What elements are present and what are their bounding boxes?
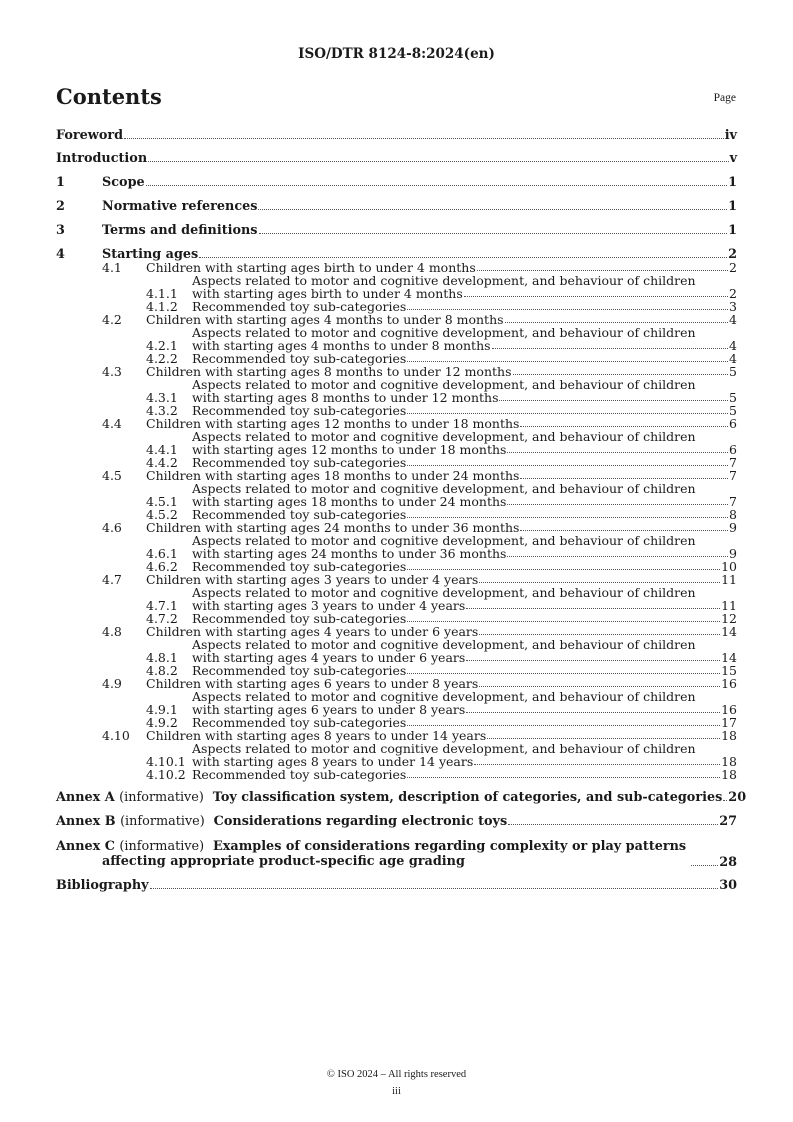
- toc-entry-title: Recommended toy sub-categories: [192, 611, 407, 626]
- annex-type: (informative): [120, 814, 205, 829]
- toc-entry-introduction[interactable]: [56, 152, 737, 165]
- toc-entry-title: Children with starting ages 6 years to under 8 years: [146, 676, 479, 691]
- toc-entry-number: 4.10.2: [146, 767, 186, 782]
- toc-entry-page: 20: [728, 790, 747, 805]
- toc-entry-title: Children with starting ages 24 months to under 36 months: [146, 520, 520, 535]
- toc-entry-page: 16: [721, 676, 737, 691]
- toc-entry-title: Toy classification system, description of categories, and sub-categories: [212, 790, 723, 805]
- document-header: ISO/DTR 8124-8:2024(en): [298, 46, 495, 62]
- toc-entry-number: 4.5.2: [146, 507, 178, 522]
- toc-entry-annex-a[interactable]: [56, 790, 747, 805]
- toc-entry-page: 5: [729, 403, 737, 418]
- toc-entry-title-line1: Aspects related to motor and cognitive development, and behaviour of children: [192, 481, 696, 496]
- dot-leader: [407, 569, 720, 570]
- toc-entry-title: Recommended toy sub-categories: [192, 351, 407, 366]
- toc-entry-page: 7: [729, 455, 737, 470]
- toc-entry-title: Children with starting ages 4 years to under 6 years: [146, 624, 479, 639]
- toc-entry-page: 8: [729, 507, 737, 522]
- toc-entry-page: 3: [729, 299, 737, 314]
- toc-entry-title: Considerations regarding electronic toys: [213, 814, 508, 829]
- toc-entry-page: 10: [721, 559, 737, 574]
- toc-entry-page: 18: [721, 767, 737, 782]
- toc-entry-page: 7: [729, 468, 737, 483]
- dot-leader: [479, 686, 720, 687]
- toc-entry-number: 3: [56, 223, 65, 238]
- dot-leader: [146, 185, 727, 186]
- toc-entry-aspects[interactable]: [56, 638, 737, 664]
- toc-entry-title-line2: with starting ages 6 years to under 8 years: [192, 702, 466, 717]
- toc-entry-number: 4.5.1: [146, 494, 178, 509]
- toc-entry-page: v: [729, 151, 737, 166]
- toc-entry-title: [192, 378, 737, 404]
- toc-entry-title: Recommended toy sub-categories: [192, 299, 407, 314]
- dot-leader: [407, 777, 720, 778]
- annex-label: Annex B: [56, 814, 116, 829]
- toc-entry-page: iv: [724, 128, 737, 143]
- toc-entry-number: 4.1.1: [146, 286, 178, 301]
- toc-entry-title: [192, 690, 737, 716]
- toc-entry-aspects[interactable]: [56, 534, 737, 560]
- dot-leader: [407, 465, 728, 466]
- toc-entry-title: Recommended toy sub-categories: [192, 715, 407, 730]
- dot-leader: [466, 660, 720, 661]
- toc-entry-title: Foreword: [56, 128, 124, 143]
- toc-entry-number: 4.10.1: [146, 754, 186, 769]
- dot-leader: [508, 824, 718, 825]
- toc-entry-aspects[interactable]: [56, 482, 737, 508]
- dot-leader: [477, 270, 728, 271]
- toc-entry-title: Terms and definitions: [102, 223, 258, 238]
- toc-entry-number: 2: [56, 199, 65, 214]
- toc-entry-annex-c[interactable]: [56, 839, 737, 869]
- toc-entry-title-line2: with starting ages 18 months to under 24 months: [192, 494, 507, 509]
- dot-leader: [487, 738, 720, 739]
- toc-entry-page: 27: [719, 814, 737, 829]
- dot-leader: [199, 257, 727, 258]
- toc-entry-number: 4.2.2: [146, 351, 178, 366]
- toc-entry-title-line2: with starting ages 4 years to under 6 years: [192, 650, 466, 665]
- toc-entry-number: 4.8: [102, 624, 122, 639]
- toc-entry-number: 4.8.1: [146, 650, 178, 665]
- toc-entry-page: 30: [719, 878, 737, 893]
- toc-entry-title: [192, 534, 737, 560]
- toc-entry-title-line1: Aspects related to motor and cognitive development, and behaviour of children: [192, 533, 696, 548]
- dot-leader: [466, 608, 720, 609]
- dot-leader: [505, 322, 729, 323]
- toc-entry-annex-b[interactable]: [56, 815, 737, 828]
- toc-entry-aspects[interactable]: [56, 690, 737, 716]
- toc-entry-title: Recommended toy sub-categories: [192, 507, 407, 522]
- toc-entry-title: Recommended toy sub-categories: [192, 767, 407, 782]
- dot-leader: [407, 673, 720, 674]
- toc-entry-title: Scope: [102, 175, 145, 190]
- dot-leader: [520, 530, 728, 531]
- toc-entry-title-line1: Aspects related to motor and cognitive development, and behaviour of children: [192, 377, 696, 392]
- dot-leader: [407, 413, 728, 414]
- toc-entry-number: 4.3.2: [146, 403, 178, 418]
- toc-entry-page: 11: [721, 572, 737, 587]
- toc-entry-title: Children with starting ages 3 years to under 4 years: [146, 572, 479, 587]
- toc-entry-number: 4.9: [102, 676, 122, 691]
- dot-leader: [258, 209, 727, 210]
- toc-entry-title: Starting ages: [102, 247, 199, 262]
- copyright-notice: © ISO 2024 – All rights reserved: [326, 1069, 467, 1080]
- toc-entry-number: 4.5: [102, 468, 122, 483]
- toc-entry-title: [192, 742, 737, 768]
- toc-entry-number: 4: [56, 247, 65, 262]
- page-number: iii: [392, 1086, 401, 1097]
- toc-entry-title: [192, 274, 737, 300]
- toc-entry-page: 17: [721, 715, 737, 730]
- toc-entry-number: 4.1.2: [146, 299, 178, 314]
- toc-entry-number: 4.6: [102, 520, 122, 535]
- toc-entry-page: 2: [729, 286, 737, 301]
- toc-entry-title-line2: with starting ages 3 years to under 4 years: [192, 598, 466, 613]
- dot-leader: [259, 233, 728, 234]
- toc-entry-aspects[interactable]: [56, 430, 737, 456]
- dot-leader: [691, 865, 718, 866]
- toc-entry-number: 4.9.1: [146, 702, 178, 717]
- toc-entry-title: Introduction: [56, 151, 148, 166]
- toc-entry-number: 4.2: [102, 312, 122, 327]
- toc-entry-number: 4.3: [102, 364, 122, 379]
- toc-entry-title-line1: Aspects related to motor and cognitive development, and behaviour of children: [192, 429, 696, 444]
- toc-entry-title-line2: with starting ages 4 months to under 8 months: [192, 338, 491, 353]
- annex-type: (informative): [119, 790, 204, 805]
- dot-leader: [466, 712, 720, 713]
- toc-entry-page: 1: [728, 199, 737, 214]
- toc-entry-number: 4.6.2: [146, 559, 178, 574]
- dot-leader: [474, 764, 720, 765]
- toc-entry-aspects[interactable]: [56, 586, 737, 612]
- dot-leader: [507, 556, 728, 557]
- annex-type: (informative): [119, 839, 205, 854]
- toc-entry-number: 4.4.1: [146, 442, 178, 457]
- toc-entry-aspects[interactable]: [56, 742, 737, 768]
- annex-label: Annex A: [56, 790, 115, 805]
- page-title: Contents: [56, 84, 162, 109]
- toc-entry-page: 9: [729, 520, 737, 535]
- dot-leader: [124, 138, 724, 139]
- toc-entry-number: 4.4: [102, 416, 122, 431]
- toc-entry-clause[interactable]: [56, 176, 737, 189]
- toc-entry-clause[interactable]: [56, 224, 737, 237]
- toc-entry-number: 4.3.1: [146, 390, 178, 405]
- dot-leader: [150, 888, 719, 889]
- toc-entry-page: 28: [719, 855, 737, 870]
- toc-entry-aspects[interactable]: [56, 274, 737, 300]
- toc-entry-title-continued: affecting appropriate product-specific age grading: [102, 854, 465, 869]
- toc-entry-title-line1: Aspects related to motor and cognitive development, and behaviour of children: [192, 689, 696, 704]
- toc-entry-number: 4.4.2: [146, 455, 178, 470]
- dot-leader: [407, 517, 728, 518]
- toc-entry-title: [192, 482, 737, 508]
- toc-entry-page: 6: [729, 442, 737, 457]
- page-footer: [0, 1066, 793, 1100]
- dot-leader: [479, 582, 720, 583]
- table-of-contents: [56, 128, 747, 893]
- dot-leader: [407, 361, 728, 362]
- toc-entry-page: 14: [721, 624, 737, 639]
- toc-entry-title: Examples of considerations regarding complexity or play patterns: [213, 839, 687, 854]
- toc-entry-title: Children with starting ages 4 months to under 8 months: [146, 312, 504, 327]
- toc-entry-title-line2: with starting ages 12 months to under 18 months: [192, 442, 507, 457]
- toc-entry-title: [192, 586, 737, 612]
- toc-entry-title: [192, 430, 737, 456]
- toc-entry-page: 1: [728, 223, 737, 238]
- toc-entry-bibliography[interactable]: [56, 879, 737, 892]
- toc-entry-number: 4.7.1: [146, 598, 178, 613]
- annex-label: Annex C: [56, 839, 115, 854]
- toc-entry-page: 15: [721, 663, 737, 678]
- dot-leader: [479, 634, 720, 635]
- toc-entry-page: 4: [729, 338, 737, 353]
- toc-entry-title-line1: Aspects related to motor and cognitive development, and behaviour of children: [192, 325, 696, 340]
- toc-entry-title: Children with starting ages 12 months to under 18 months: [146, 416, 520, 431]
- toc-entry-recommended[interactable]: [56, 768, 737, 781]
- toc-entry-title-line2: with starting ages 8 years to under 14 years: [192, 754, 474, 769]
- toc-entry-title: Children with starting ages 8 years to under 14 years: [146, 728, 487, 743]
- dot-leader: [507, 504, 728, 505]
- dot-leader: [723, 800, 727, 801]
- toc-entry-title: Recommended toy sub-categories: [192, 663, 407, 678]
- toc-entry-title-line1: Aspects related to motor and cognitive development, and behaviour of children: [192, 637, 696, 652]
- toc-entry-title-line2: with starting ages 8 months to under 12 months: [192, 390, 499, 405]
- toc-entry-page: 18: [721, 728, 737, 743]
- toc-entry-title: [192, 638, 737, 664]
- toc-entry-title-line2: with starting ages 24 months to under 36 months: [192, 546, 507, 561]
- toc-entry-page: 14: [721, 650, 737, 665]
- dot-leader: [407, 725, 720, 726]
- dot-leader: [520, 426, 728, 427]
- toc-entry-page: 1: [728, 175, 737, 190]
- dot-leader: [513, 374, 729, 375]
- toc-entry-page: 6: [729, 416, 737, 431]
- dot-leader: [148, 161, 728, 162]
- toc-entry-number: 4.6.1: [146, 546, 178, 561]
- toc-entry-number: 4.1: [102, 260, 122, 275]
- toc-entry-page: 2: [729, 260, 737, 275]
- toc-entry-page: 11: [721, 598, 737, 613]
- page-column-label: Page: [713, 92, 736, 104]
- dot-leader: [492, 348, 729, 349]
- toc-entry-title: Children with starting ages 18 months to under 24 months: [146, 468, 520, 483]
- toc-entry-aspects[interactable]: [56, 378, 737, 404]
- toc-entry-title-line1: Aspects related to motor and cognitive development, and behaviour of children: [192, 585, 696, 600]
- toc-entry-title-line1: Aspects related to motor and cognitive development, and behaviour of children: [192, 273, 696, 288]
- toc-entry-title: Recommended toy sub-categories: [192, 403, 407, 418]
- toc-entry-number: 4.9.2: [146, 715, 178, 730]
- toc-entry-page: 5: [729, 390, 737, 405]
- toc-entry-aspects[interactable]: [56, 326, 737, 352]
- toc-entry-number: 4.2.1: [146, 338, 178, 353]
- toc-entry-title: [192, 326, 737, 352]
- toc-entry-number: 4.7: [102, 572, 122, 587]
- toc-entry-number: 4.10: [102, 728, 130, 743]
- toc-entry-page: 9: [729, 546, 737, 561]
- toc-entry-title: Children with starting ages 8 months to under 12 months: [146, 364, 512, 379]
- toc-entry-number: 4.7.2: [146, 611, 178, 626]
- dot-leader: [407, 309, 728, 310]
- toc-entry-number: 4.8.2: [146, 663, 178, 678]
- dot-leader: [464, 296, 728, 297]
- toc-entry-number: 1: [56, 175, 65, 190]
- toc-entry-title: Normative references: [102, 199, 258, 214]
- dot-leader: [520, 478, 728, 479]
- toc-entry-page: 2: [728, 247, 737, 262]
- toc-entry-page: 7: [729, 494, 737, 509]
- toc-entry-page: 12: [721, 611, 737, 626]
- toc-entry-foreword[interactable]: [56, 129, 737, 142]
- toc-entry-title-line1: Aspects related to motor and cognitive development, and behaviour of children: [192, 741, 696, 756]
- dot-leader: [499, 400, 728, 401]
- toc-entry-title: Bibliography: [56, 878, 149, 893]
- toc-entry-page: 4: [729, 351, 737, 366]
- toc-entry-title: Recommended toy sub-categories: [192, 559, 407, 574]
- dot-leader: [407, 621, 720, 622]
- subclause-list: [56, 261, 737, 781]
- toc-entry-title: Children with starting ages birth to under 4 months: [146, 260, 476, 275]
- dot-leader: [507, 452, 728, 453]
- toc-entry-title: Recommended toy sub-categories: [192, 455, 407, 470]
- toc-entry-page: 4: [729, 312, 737, 327]
- toc-entry-page: 16: [721, 702, 737, 717]
- toc-entry-page: 5: [729, 364, 737, 379]
- toc-entry-title-line2: with starting ages birth to under 4 months: [192, 286, 463, 301]
- toc-entry-clause[interactable]: [56, 200, 737, 213]
- toc-entry-page: 18: [721, 754, 737, 769]
